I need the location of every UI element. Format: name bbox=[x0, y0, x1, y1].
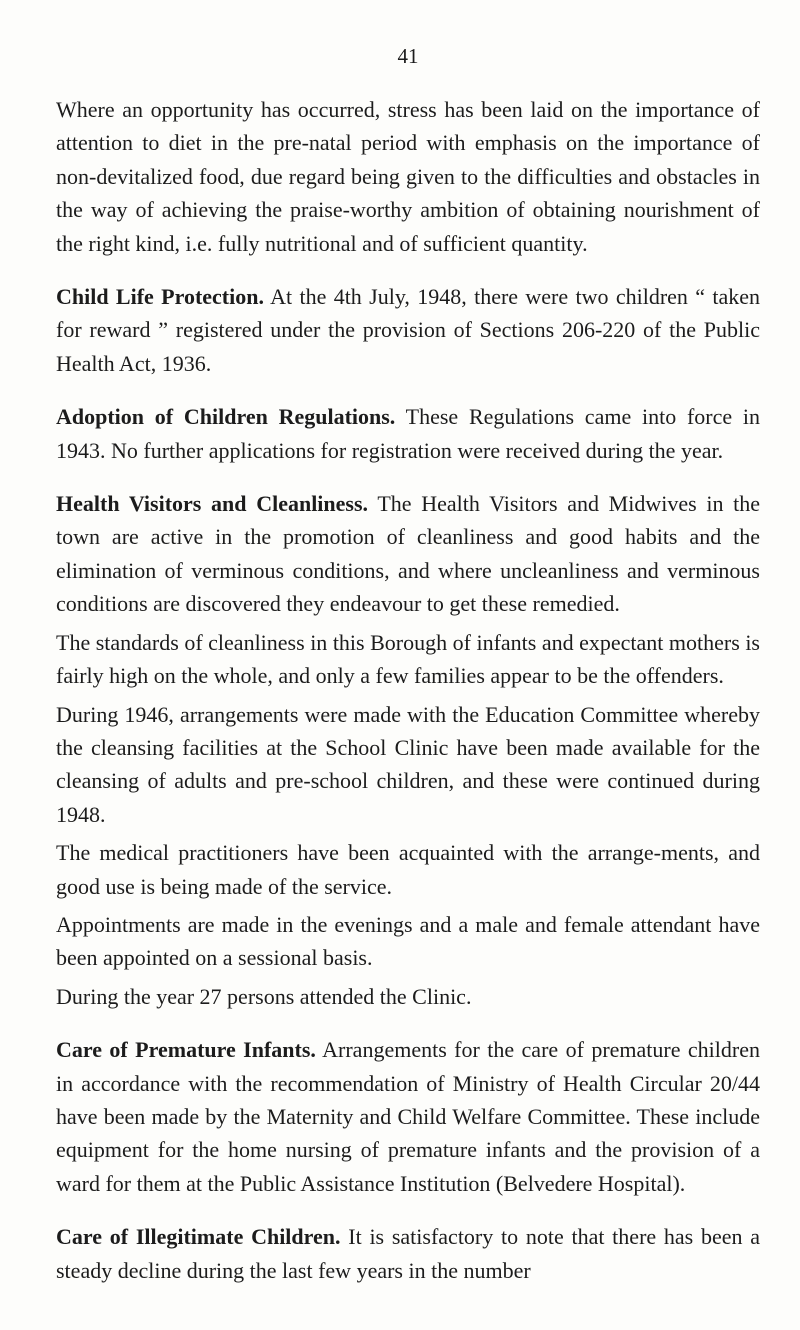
page-number: 41 bbox=[397, 44, 419, 68]
paragraph-text: At the 4th July, 1948, there were two children “ taken for reward ” registered under the provision of Sections 206-220 of the Public Health Act, 1936. bbox=[56, 284, 761, 376]
paragraph-text: It is satisfactory to note that there has been a steady decline during the last few years in the number bbox=[56, 1224, 760, 1283]
section-heading: Care of Premature Infants. bbox=[56, 1037, 316, 1063]
paragraph-text: The standards of cleanliness in this Borough of infants and expectant mothers is fairly high on the whole, and only a few families appear to be the offenders. bbox=[56, 629, 760, 689]
paragraph-illegitimate-children bbox=[56, 1220, 760, 1287]
paragraph-text: The medical practitioners have been acquainted with the arrange-ments, and good use is being made of the service. bbox=[56, 840, 760, 899]
paragraph-text: Appointments are made in the evenings and a male and female attendant have been appointed on a sessional basis. bbox=[56, 911, 760, 971]
paragraph-adoption-regulations bbox=[56, 400, 760, 467]
section-heading: Child Life Protection. bbox=[56, 284, 264, 310]
paragraph-prenatal-diet bbox=[56, 93, 760, 260]
paragraph-text: These Regulations came into force in 1943. No further applications for registration were received during the year. bbox=[56, 404, 760, 463]
paragraph-text: During the year 27 persons attended the Clinic. bbox=[56, 983, 472, 1009]
paragraph-text: Where an opportunity has occurred, stress has been laid on the importance of attention to diet in the pre-natal period with emphasis on the importance of non-devitalized food, due regard being given to the difficulties and obstacles in the way of achieving the praise-worthy ambition of obtaining nourishment of the right kind, i.e. fully nutritional and of sufficient quantity. bbox=[56, 97, 760, 256]
paragraph-text: The Health Visitors and Midwives in the town are active in the promotion of cleanliness and good habits and the elimination of verminous conditions, and where uncleanliness and verminous conditions are discovered they endeavour to get these remedied. bbox=[56, 491, 761, 617]
paragraph-clinic-attendance bbox=[56, 980, 760, 1013]
paragraph-appointments bbox=[56, 908, 760, 975]
paragraph-text: Arrangements for the care of premature children in accordance with the recommendation of Ministry of Health Circular 20/44 have been made by the Maternity and Child Welfare Committee. These include equipment for the home nursing of premature infants and the provision of a ward for them at the Public Assistance Institution (Belvedere Hospital). bbox=[56, 1037, 760, 1196]
section-heading: Care of Illegitimate Children. bbox=[56, 1224, 341, 1250]
paragraph-cleanliness-standards bbox=[56, 626, 760, 693]
paragraph-premature-infants bbox=[56, 1033, 760, 1200]
paragraph-text: During 1946, arrangements were made with the Education Committee whereby the cleansing facilities at the School Clinic have been made available for the cleansing of adults and pre-school children, and these were continued during 1948. bbox=[56, 701, 760, 827]
section-heading: Adoption of Children Regulations. bbox=[56, 404, 396, 430]
section-heading: Health Visitors and Cleanliness. bbox=[56, 491, 369, 517]
paragraph-child-life-protection bbox=[56, 280, 760, 380]
paragraph-health-visitors bbox=[56, 487, 760, 621]
paragraph-medical-practitioners bbox=[56, 836, 760, 903]
paragraph-cleansing-arrangements bbox=[56, 698, 760, 832]
